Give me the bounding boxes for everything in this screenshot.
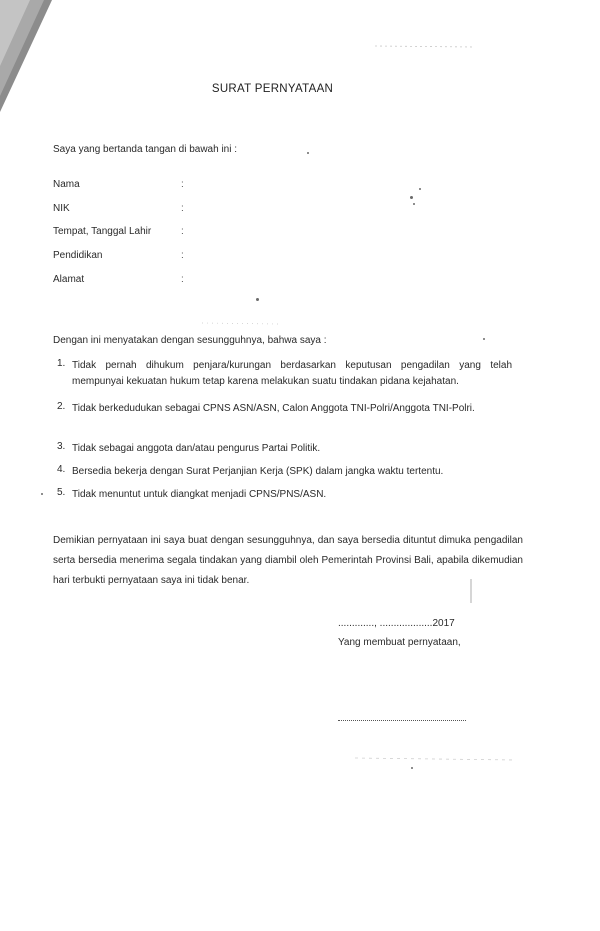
list-item: Tidak pernah dihukum penjara/kurungan berdasarkan keputusan pengadilan yang telah mempunyai kekuatan hukum tetap karena melakukan suatu tindakan pidana kejahatan. (72, 360, 512, 387)
list-item-number: 3. (57, 441, 66, 452)
folded-corner-shadow (0, 0, 60, 115)
field-separator: : (181, 226, 184, 237)
list-item: Tidak berkedudukan sebagai CPNS ASN/ASN, Calon Anggota TNI-Polri/Anggota TNI-Polri. (72, 403, 475, 414)
field-separator: : (181, 179, 184, 190)
scan-streak (370, 40, 480, 52)
field-separator: : (181, 203, 184, 214)
signature-line (338, 720, 466, 721)
declaration-intro: Dengan ini menyatakan dengan sesungguhnya, bahwa saya : (53, 335, 327, 346)
field-separator: : (181, 274, 184, 285)
scan-speck (307, 152, 309, 154)
scan-speck (413, 203, 415, 205)
list-item: Tidak sebagai anggota dan/atau pengurus Partai Politik. (72, 443, 321, 454)
list-item-number: 5. (57, 487, 66, 498)
field-label-nama: Nama (53, 179, 80, 190)
closing-paragraph: Demikian pernyataan ini saya buat dengan sesungguhnya, dan saya bersedia dituntut dimuka pengadilan serta bersedia menerima segala tindakan yang diambil oleh Pemerintah Provinsi Bali, apabila dikemudian hari terbukti pernyataan saya ini tidak benar. (53, 535, 523, 586)
signature-date-line: ............., ...................2017 (338, 618, 455, 629)
field-separator: : (181, 250, 184, 261)
scan-speck (483, 338, 485, 340)
list-item: Bersedia bekerja dengan Surat Perjanjian Kerja (SPK) dalam jangka waktu tertentu. (72, 466, 444, 477)
scan-streak (200, 318, 280, 328)
scan-streak (468, 578, 474, 604)
field-label-pendidikan: Pendidikan (53, 250, 103, 261)
scan-speck (256, 298, 259, 301)
list-item-number: 1. (57, 358, 66, 369)
signer-label: Yang membuat pernyataan, (338, 637, 461, 648)
scan-speck (41, 493, 43, 495)
list-item: Tidak menuntut untuk diangkat menjadi CPNS/PNS/ASN. (72, 489, 327, 500)
document-title: SURAT PERNYATAAN (211, 83, 334, 95)
intro-text: Saya yang bertanda tangan di bawah ini : (53, 144, 238, 155)
field-label-alamat: Alamat (53, 274, 85, 285)
list-item-number: 2. (57, 401, 66, 412)
list-item-number: 4. (57, 464, 66, 475)
scan-speck (410, 196, 413, 199)
field-label-ttl: Tempat, Tanggal Lahir (53, 226, 152, 237)
scan-speck (419, 188, 421, 190)
field-label-nik: NIK (53, 203, 70, 214)
scan-streak (350, 744, 520, 774)
